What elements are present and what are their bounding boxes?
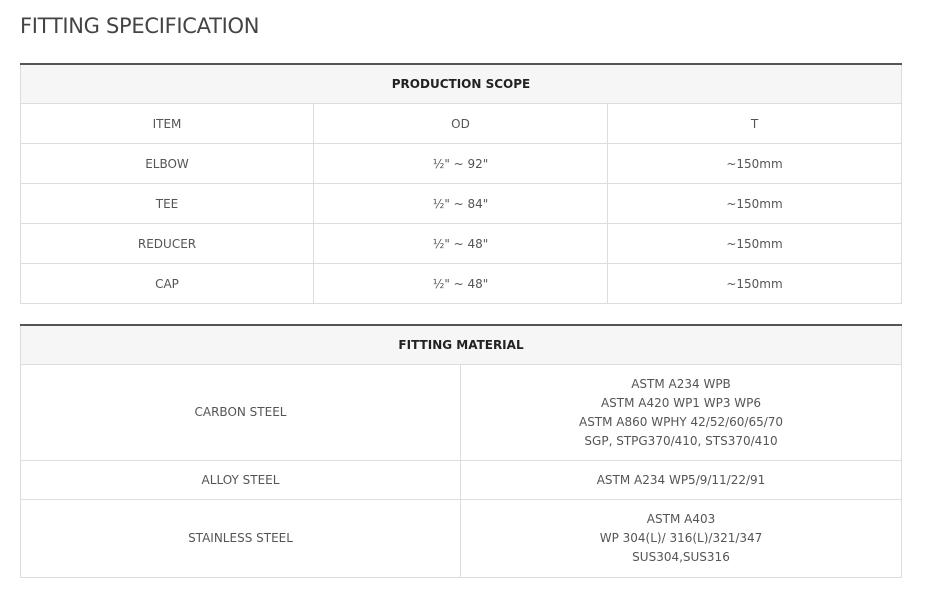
standards-cell — [461, 365, 902, 461]
production-scope-table — [20, 63, 902, 304]
standard-line: ASTM A420 WP1 WP3 WP6 — [600, 395, 762, 410]
standard-line: ASTM A234 WP5/9/11/22/91 — [596, 472, 766, 487]
od-cell: ½" ~ 48" — [314, 264, 608, 304]
table-row — [21, 365, 902, 461]
table-row — [21, 184, 902, 224]
od-cell: ½" ~ 48" — [314, 224, 608, 264]
table-row — [21, 500, 902, 578]
t-cell: ~150mm — [608, 224, 902, 264]
table-row — [21, 224, 902, 264]
standards-cell — [461, 500, 902, 578]
table-row — [21, 144, 902, 184]
table-title-row — [21, 325, 902, 365]
standard-line: WP 304(L)/ 316(L)/321/347 — [599, 531, 763, 545]
fitting-material-title: FITTING MATERIAL — [21, 325, 902, 365]
standards-cell — [461, 461, 902, 500]
material-cell: ALLOY STEEL — [21, 461, 461, 500]
table-title-row — [21, 64, 902, 104]
column-header-t: T — [608, 104, 902, 144]
t-cell: ~150mm — [608, 184, 902, 224]
item-cell: ELBOW — [21, 144, 314, 184]
production-scope-title: PRODUCTION SCOPE — [21, 64, 902, 104]
page-title: FITTING SPECIFICATION — [20, 14, 260, 38]
standard-line: ASTM A234 WPB — [631, 376, 731, 391]
od-cell: ½" ~ 84" — [314, 184, 608, 224]
column-header-od: OD — [314, 104, 608, 144]
item-cell: CAP — [21, 264, 314, 304]
column-header-row — [21, 104, 902, 144]
item-cell: TEE — [21, 184, 314, 224]
t-cell: ~150mm — [608, 264, 902, 304]
material-cell: CARBON STEEL — [21, 365, 461, 461]
t-cell: ~150mm — [608, 144, 902, 184]
material-cell: STAINLESS STEEL — [21, 500, 461, 578]
standard-line: ASTM A403 — [646, 512, 716, 526]
standard-line: ASTM A860 WPHY 42/52/60/65/70 — [578, 414, 784, 429]
item-cell: REDUCER — [21, 224, 314, 264]
table-row — [21, 461, 902, 500]
fitting-material-table — [20, 324, 902, 578]
standard-line: SUS304,SUS316 — [632, 550, 730, 564]
standard-line: SGP, STPG370/410, STS370/410 — [584, 433, 778, 448]
od-cell: ½" ~ 92" — [314, 144, 608, 184]
column-header-item: ITEM — [21, 104, 314, 144]
table-row — [21, 264, 902, 304]
